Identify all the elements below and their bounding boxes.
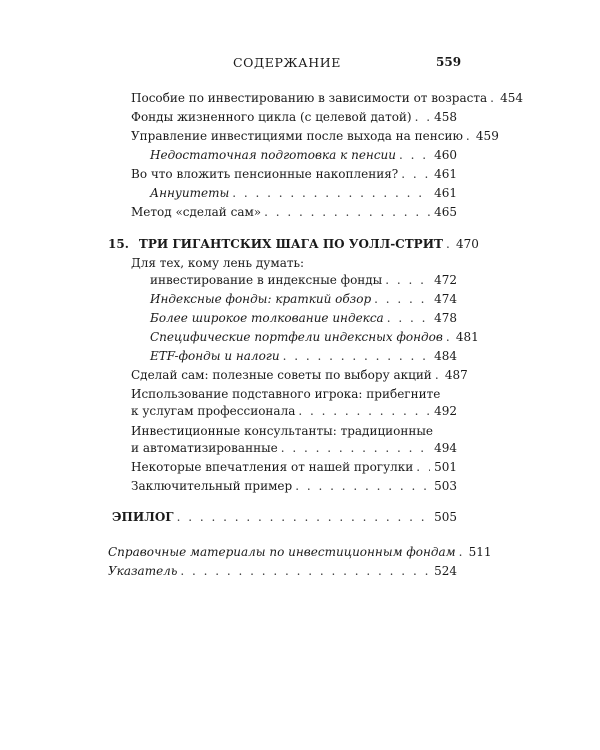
toc-entry-title: Некоторые впечатления от нашей прогулки [131,460,414,474]
leader-dots [387,311,430,326]
toc-entry-page: 461 [434,186,457,200]
toc-entry-title: ЭПИЛОГ [112,510,174,524]
leader-dots [180,564,430,579]
toc-entry-page: 461 [434,167,457,181]
toc-entry-title: инвестирование в индексные фонды [150,273,383,287]
toc-entry-page: 478 [434,311,457,325]
leader-dots [283,349,431,364]
toc-entry-page: 494 [434,441,457,455]
toc-entry-title: Пособие по инвестированию в зависимости от возраста [131,91,488,105]
toc-entry-title-line1: Инвестиционные консультанты: традиционные [131,424,434,438]
toc-entry-title: Управление инвестициями после выхода на пенсию [131,129,463,143]
toc-entry [131,479,457,494]
toc-entry-page: 470 [455,237,479,251]
leader-dots [374,292,430,307]
toc-entry [150,273,457,288]
toc-entry [131,110,457,125]
toc-entry-title: Указатель [108,564,178,578]
toc-entry-page: 460 [434,148,457,162]
toc-entry-title: Индексные фонды: краткий обзор [150,292,372,306]
leader-dots [295,479,430,494]
toc-entry-page: 472 [434,273,457,287]
toc-entry-title: Специфические портфели индексных фондов [150,330,443,344]
leader-dots [232,186,430,201]
toc-entry-title: и автоматизированные [131,441,278,455]
toc-entry [131,91,524,106]
leader-dots [401,167,430,182]
toc-entry-title: Фонды жизненного цикла (с целевой датой) [131,110,412,124]
toc-entry-title: Во что вложить пенсионные накопления? [131,167,399,181]
toc-entry-title: Сделай сам: полезные советы по выбору акций [131,368,432,382]
toc-entry-title-line1: Использование подставного игрока: прибегните [131,387,441,401]
toc-chapter [108,237,479,252]
leader-dots [415,110,430,125]
leader-dots [416,460,430,475]
toc-entry-title: Аннуитеты [150,186,230,200]
toc-entry [131,404,457,419]
toc-entry-page: 465 [434,205,457,219]
toc-entry [131,167,457,182]
toc-entry-title: Заключительный пример [131,479,293,493]
toc-entry-page: 492 [434,404,457,418]
toc-entry-page: 505 [434,510,457,524]
toc-entry-page: 484 [434,349,457,363]
toc-entry [131,460,457,475]
toc-entry [108,545,492,560]
toc-entry-title: Метод «сделай сам» [131,205,262,219]
toc-entry [150,349,457,364]
toc-entry-page: 503 [434,479,457,493]
toc-entry [131,129,499,144]
toc-entry-page: 454 [500,91,524,105]
toc-entry-title-line1: Для тех, кому лень думать: [131,256,305,270]
toc-entry-title: ТРИ ГИГАНТСКИХ ШАГА ПО УОЛЛ-СТРИТ [138,237,443,251]
toc-entry [131,205,457,220]
toc-entry [150,330,479,345]
toc-entry-page: 487 [444,368,468,382]
toc-entry [131,441,457,456]
toc-entry-page: 501 [434,460,457,474]
toc-entry-page: 474 [434,292,457,306]
toc-entry-page: 524 [434,564,457,578]
toc-entry-page: 511 [468,545,492,559]
leader-dots [385,273,430,288]
toc-entry-title: Справочные материалы по инвестиционным фондам [108,545,456,559]
toc-entry-page: 458 [434,110,457,124]
leader-dots [298,404,430,419]
leader-dots [399,148,430,163]
toc-chapter [112,510,457,525]
chapter-number: 15. [108,237,129,251]
toc-entry [150,148,457,163]
leader-dots [264,205,430,220]
toc-entry-page: 481 [455,330,479,344]
toc-entry-title: ETF-фонды и налоги [150,349,280,363]
toc-entry [150,292,457,307]
page-number: 559 [436,55,462,69]
toc-entry [150,186,457,201]
toc-entry [150,311,457,326]
leader-dots [281,441,430,456]
toc-entry-page: 459 [475,129,499,143]
leader-dots [177,510,431,525]
toc-entry-title: к услугам профессионала [131,404,296,418]
toc-entry [108,564,457,579]
toc-entry-title: Более широкое толкование индекса [150,311,384,325]
toc-entry [131,368,468,383]
toc-entry-title: Недостаточная подготовка к пенсии [150,148,396,162]
running-header-title: СОДЕРЖАНИЕ [233,55,341,70]
